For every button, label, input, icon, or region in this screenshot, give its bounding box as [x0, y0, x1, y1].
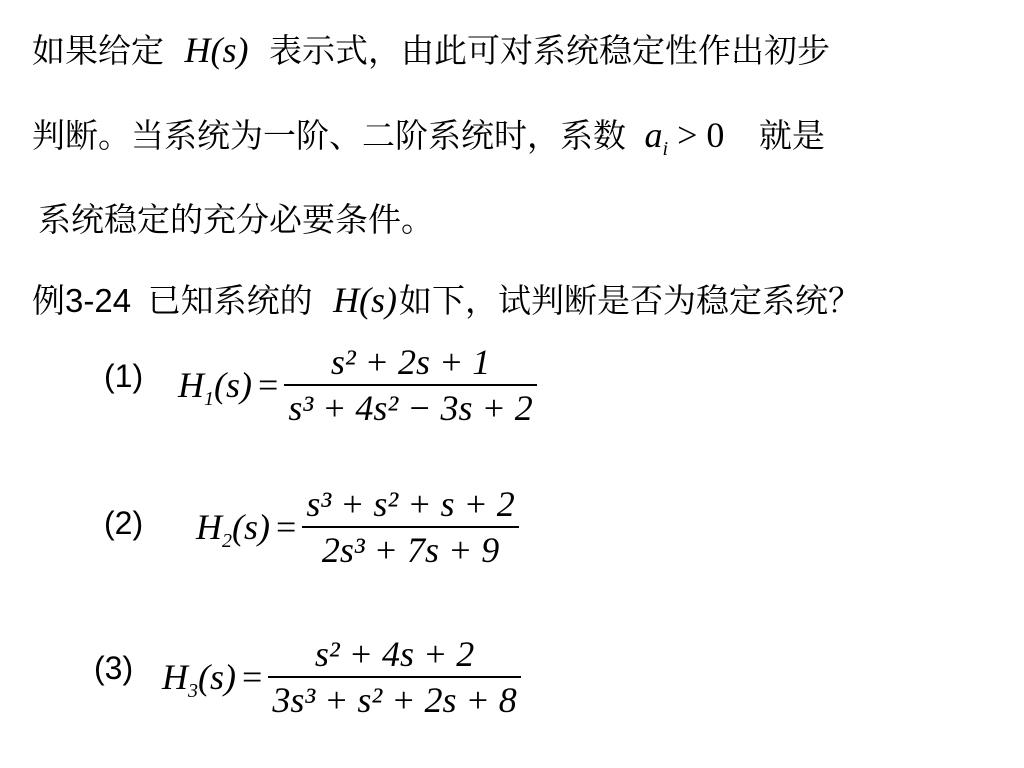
equation-3-var: H [162, 657, 188, 697]
equation-2-label: (2) [104, 505, 144, 541]
paragraph-line-1 [32, 30, 830, 71]
equation-1-label: (1) [104, 358, 144, 394]
line2-text-b: 就是 [758, 116, 825, 155]
coefficient-rest: > 0 [668, 115, 725, 155]
equation-2-numerator: s³ + s² + s + 2 [306, 484, 515, 524]
equation-2-equals: = [276, 507, 297, 547]
equation-2-fraction [302, 482, 519, 572]
equation-3-arg: (s) [198, 657, 236, 697]
line3-text: 系统稳定的充分必要条件。 [38, 200, 434, 239]
equation-3-numerator: s² + 4s + 2 [314, 634, 475, 674]
equation-1-lhs [178, 364, 279, 410]
equation-1-denominator: s³ + 4s² − 3s + 2 [288, 388, 533, 428]
paragraph-line-2 [32, 115, 825, 161]
line2-math-coefficient [644, 115, 725, 160]
coefficient-var: a [644, 115, 663, 155]
equation-3-denominator: 3s³ + s² + 2s + 8 [272, 680, 517, 720]
equation-3-sub: 3 [188, 680, 198, 702]
equation-1-numerator: s² + 2s + 1 [330, 342, 491, 382]
line2-text-a: 判断。当系统为一阶、二阶系统时，系数 [32, 116, 626, 155]
equation-1 [178, 340, 537, 430]
equation-1-var: H [178, 365, 204, 405]
equation-2-denominator: 2s³ + 7s + 9 [321, 530, 500, 570]
equation-3-equals: = [242, 657, 263, 697]
coefficient-sub: i [662, 138, 669, 160]
example-text-b: 如下，试判断是否为稳定系统？ [399, 281, 862, 320]
equation-2-lhs [196, 506, 297, 552]
equation-2-var: H [196, 507, 222, 547]
line1-math-h-of-s: H(s) [184, 30, 249, 70]
example-line [32, 280, 861, 321]
equation-3-label: (3) [94, 650, 134, 686]
equation-3 [162, 632, 521, 722]
equation-2 [196, 482, 519, 572]
equation-2-arg: (s) [232, 507, 270, 547]
equation-3-lhs [162, 656, 263, 702]
equation-3-fraction [268, 632, 521, 722]
line1-text-a: 如果给定 [32, 31, 164, 70]
equation-1-equals: = [258, 365, 279, 405]
line1-text-b: 表示式，由此可对系统稳定性作出初步 [268, 31, 830, 70]
equation-2-sub: 2 [222, 530, 232, 552]
equation-1-fraction [284, 340, 537, 430]
paragraph-line-3 [38, 200, 434, 240]
equation-1-sub: 1 [204, 388, 214, 410]
example-text-a: 已知系统的 [147, 281, 313, 320]
example-number: 3-24 [65, 282, 132, 319]
equation-1-arg: (s) [214, 365, 252, 405]
example-math-h-of-s: H(s) [333, 280, 398, 320]
example-prefix: 例 [32, 281, 65, 320]
